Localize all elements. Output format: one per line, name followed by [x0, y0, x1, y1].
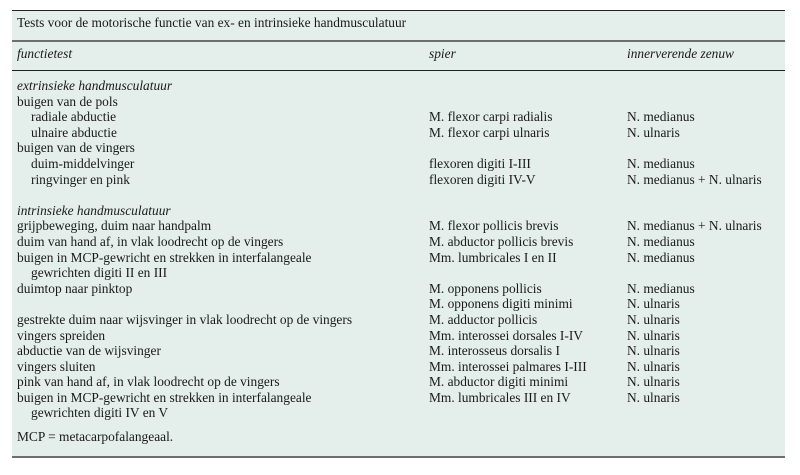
header-functietest: functietest: [17, 46, 73, 61]
table-row: [12, 281, 785, 297]
table-caption: Tests voor de motorische functie van ex- en intrinsieke handmusculatuur: [17, 15, 407, 30]
cell-functietest: duim van hand af, in vlak loodrecht op de vingers: [17, 233, 284, 249]
table-row: [12, 265, 785, 281]
section-row: [12, 203, 785, 219]
cell-functietest: radiale abductie: [31, 109, 117, 125]
cell-zenuw: N. ulnaris: [627, 389, 680, 405]
cell-spier: M. abductor pollicis brevis: [429, 233, 574, 249]
cell-zenuw: N. ulnaris: [627, 311, 680, 327]
cell-functietest: duim-middelvinger: [31, 155, 135, 171]
cell-zenuw: N. medianus: [627, 280, 695, 296]
table-row: [12, 156, 785, 172]
cell-spier: Mm. lumbricales III en IV: [429, 389, 571, 405]
cell-spier: M. abductor digiti minimi: [429, 374, 569, 390]
cell-zenuw: N. ulnaris: [627, 343, 680, 359]
table-row: [12, 94, 785, 110]
cell-zenuw: N. ulnaris: [627, 296, 680, 312]
cell-zenuw: N. ulnaris: [627, 327, 680, 343]
cell-functietest: ringvinger en pink: [31, 171, 130, 187]
cell-spier: Mm. interossei palmares I-III: [429, 358, 587, 374]
cell-zenuw: N. medianus: [627, 249, 695, 265]
cell-spier: M. interosseus dorsalis I: [429, 343, 560, 359]
table-row: [12, 343, 785, 359]
cell-functietest: buigen in MCP-gewricht en strekken in interfalangeale: [17, 249, 312, 265]
table-row: [12, 109, 785, 125]
footnote: MCP = metacarpofalangeaal.: [17, 429, 174, 444]
table-row: [12, 125, 785, 141]
cell-zenuw: N. medianus + N. ulnaris: [627, 171, 762, 187]
cell-functietest: gestrekte duim naar wijsvinger in vlak loodrecht op de vingers: [17, 311, 353, 327]
table-row: [12, 374, 785, 390]
header-zenuw: innerverende zenuw: [627, 46, 734, 61]
cell-spier: M. flexor carpi ulnaris: [429, 124, 550, 140]
cell-spier: Mm. interossei dorsales I-IV: [429, 327, 583, 343]
cell-spier: M. flexor carpi radialis: [429, 109, 553, 125]
cell-zenuw: N. ulnaris: [627, 124, 680, 140]
header-divider: [12, 70, 785, 71]
header-spier: spier: [429, 46, 456, 61]
table-row: [12, 312, 785, 328]
table-row: [12, 328, 785, 344]
cell-functietest: ulnaire abductie: [31, 124, 117, 140]
section-title: extrinsieke handmusculatuur: [17, 78, 173, 93]
cell-zenuw: N. medianus: [627, 155, 695, 171]
section-title: intrinsieke handmusculatuur: [17, 202, 171, 218]
cell-functietest: vingers sluiten: [17, 358, 96, 374]
cell-functietest: duimtop naar pinktop: [17, 280, 133, 296]
table-row: [12, 187, 785, 203]
cell-functietest: buigen in MCP-gewricht en strekken in interfalangeale: [17, 389, 312, 405]
table-row: [12, 140, 785, 156]
cell-spier: flexoren digiti IV-V: [429, 171, 536, 187]
muscle-function-table: [12, 10, 785, 458]
cell-zenuw: N. medianus: [627, 233, 695, 249]
table-row: [12, 234, 785, 250]
caption-divider: [12, 40, 785, 42]
cell-functietest: buigen van de pols: [17, 93, 118, 109]
section-row: [12, 78, 785, 94]
table-row: [12, 172, 785, 188]
table-row: [12, 359, 785, 375]
cell-zenuw: N. ulnaris: [627, 374, 680, 390]
cell-spier: M. opponens digiti minimi: [429, 296, 573, 312]
table-row: [12, 405, 785, 421]
cell-spier: flexoren digiti I-III: [429, 155, 531, 171]
cell-spier: Mm. lumbricales I en II: [429, 249, 557, 265]
table-row: [12, 296, 785, 312]
cell-functietest: abductie van de wijsvinger: [17, 343, 161, 359]
table-row: [12, 250, 785, 266]
cell-zenuw: N. ulnaris: [627, 358, 680, 374]
cell-functietest: pink van hand af, in vlak loodrecht op de vingers: [17, 374, 280, 390]
cell-functietest: grijpbeweging, duim naar handpalm: [17, 218, 212, 234]
cell-functietest: vingers spreiden: [17, 327, 106, 343]
cell-functietest: buigen van de vingers: [17, 140, 135, 156]
cell-spier: M. flexor pollicis brevis: [429, 218, 559, 234]
cell-spier: M. opponens pollicis: [429, 280, 542, 296]
table-row: [12, 390, 785, 406]
table-body: [12, 78, 785, 421]
cell-spier: M. adductor pollicis: [429, 311, 538, 327]
cell-zenuw: N. medianus + N. ulnaris: [627, 218, 762, 234]
cell-functietest: gewrichten digiti IV en V: [31, 405, 169, 421]
cell-zenuw: N. medianus: [627, 109, 695, 125]
table-row: [12, 218, 785, 234]
cell-functietest: gewrichten digiti II en III: [31, 265, 168, 281]
